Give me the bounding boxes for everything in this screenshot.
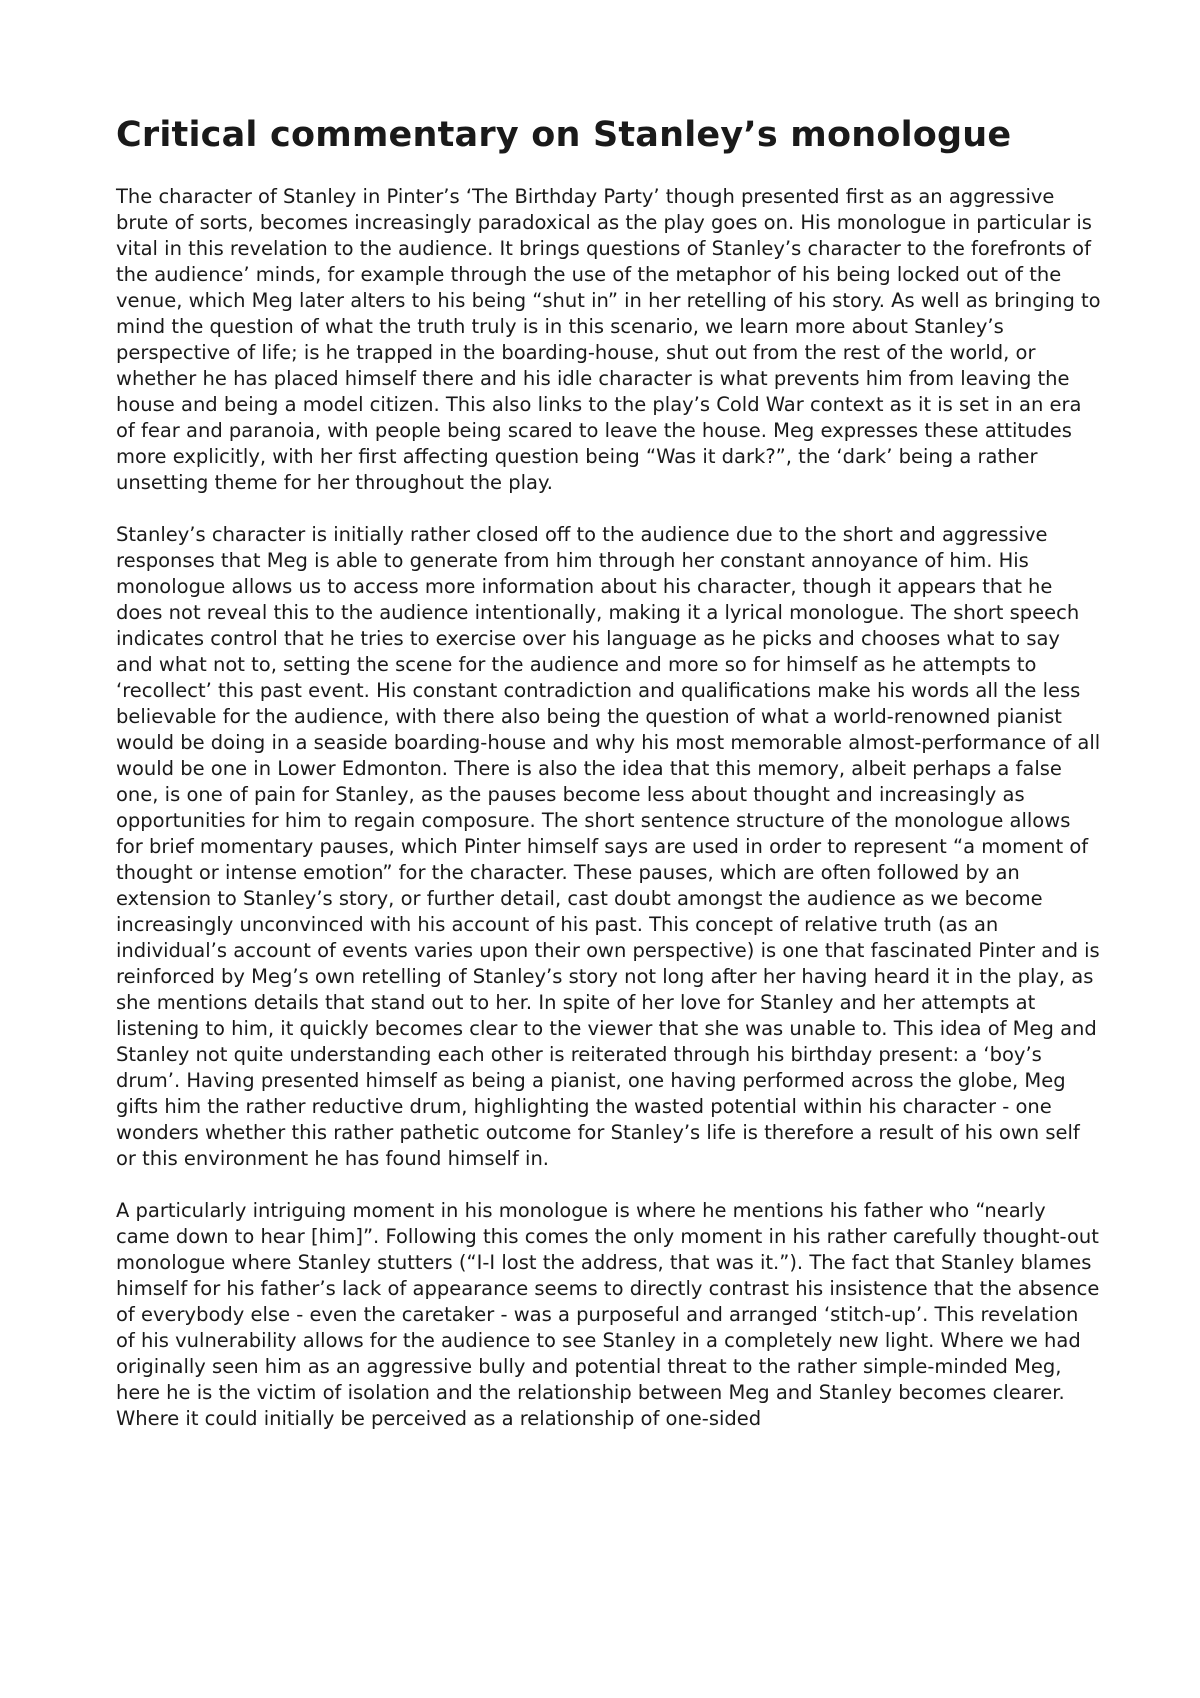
paragraph-3: A particularly intriguing moment in his monologue is where he mentions his father who “nearly came down to hear [him]”. Following this comes the only moment in his rather carefully thought-out monologue where Stanley stutters (“I-I lost the address, that was it.”). The fact that Stanley blames himself for his father’s lack of appearance seems to directly contrast his insistence that the absence of everybody else - even the caretaker - was a purposeful and arranged ‘stitch-up’. This revelation of his vulnerability allows for the audience to see Stanley in a completely new light. Where we had originally seen him as an aggressive bully and potential threat to the rather simple-minded Meg, here he is the victim of isolation and the relationship between Meg and Stanley becomes clearer. Where it could initially be perceived as a relationship of one-sided: [116, 1199, 1100, 1430]
document-body: [116, 112, 1101, 1458]
paragraph-1: The character of Stanley in Pinter’s ‘The Birthday Party’ though presented first as an aggressive brute of sorts, becomes increasingly paradoxical as the play goes on. His monologue in particular is vital in this revelation to the audience. It brings questions of Stanley’s character to the forefronts of the audience’ minds, for example through the use of the metaphor of his being locked out of the venue, which Meg later alters to his being “shut in” in her retelling of his story. As well as bringing to mind the question of what the truth truly is in this scenario, we learn more about Stanley’s perspective of life; is he trapped in the boarding-house, shut out from the rest of the world, or whether he has placed himself there and his idle character is what prevents him from leaving the house and being a model citizen. This also links to the play’s Cold War context as it is set in an era of fear and paranoia, with people being scared to leave the house. Meg expresses these attitudes more explicitly, with her first affecting question being “Was it dark?”, the ‘dark’ being a rather unsetting theme for her throughout the play.: [116, 185, 1101, 494]
paragraph-2: Stanley’s character is initially rather closed off to the audience due to the short and aggressive responses that Meg is able to generate from him through her constant annoyance of him. His monologue allows us to access more information about his character, though it appears that he does not reveal this to the audience intentionally, making it a lyrical monologue. The short speech indicates control that he tries to exercise over his language as he picks and chooses what to say and what not to, setting the scene for the audience and more so for himself as he attempts to ‘recollect’ this past event. His constant contradiction and qualifications make his words all the less believable for the audience, with there also being the question of what a world-renowned pianist would be doing in a seaside boarding-house and why his most memorable almost-performance of all would be one in Lower Edmonton. There is also the idea that this memory, albeit perhaps a false one, is one of pain for Stanley, as the pauses become less about thought and increasingly as opportunities for him to regain composure. The short sentence structure of the monologue allows for brief momentary pauses, which Pinter himself says are used in order to represent “a moment of thought or intense emotion” for the character. These pauses, which are often followed by an extension to Stanley’s story, or further detail, cast doubt amongst the audience as we become increasingly unconvinced with his account of his past. This concept of relative truth (as an individual’s account of events varies upon their own perspective) is one that fascinated Pinter and is reinforced by Meg’s own retelling of Stanley’s story not long after her having heard it in the play, as she mentions details that stand out to her. In spite of her love for Stanley and her attempts at listening to him, it quickly becomes clear to the viewer that she was unable to. This idea of Meg and Stanley not quite understanding each other is reiterated through his birthday present: a ‘boy’s drum’. Having presented himself as being a pianist, one having performed across the globe, Meg gifts him the rather reductive drum, highlighting the wasted potential within his character - one wonders whether this rather pathetic outcome for Stanley’s life is therefore a result of his own self or this environment he has found himself in.: [116, 523, 1101, 1170]
document-title: Critical commentary on Stanley’s monologue: [116, 115, 1012, 155]
